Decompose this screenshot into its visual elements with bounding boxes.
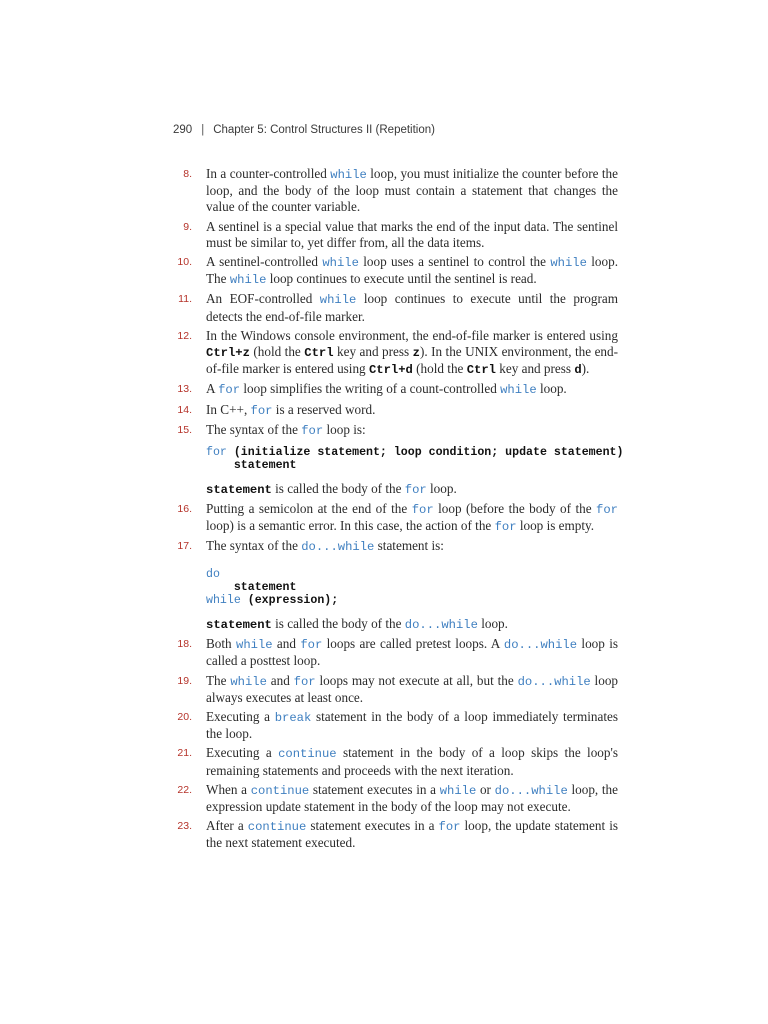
code-keyword: do...while xyxy=(301,540,375,555)
code-block-for-syntax xyxy=(206,446,624,473)
item-text: In C++, xyxy=(206,401,251,417)
item-text: or xyxy=(476,781,495,797)
list-item xyxy=(170,254,618,288)
item-text: is a reserved word. xyxy=(272,401,376,417)
item-text: key and press xyxy=(495,361,575,377)
item-text: statement in the body of a loop skips the loop's remaining statements and proceeds with the next iteration. xyxy=(206,745,618,778)
item-number: 15. xyxy=(177,423,192,436)
code-keyword: while xyxy=(229,273,267,288)
list-item xyxy=(170,538,618,555)
item-number: 22. xyxy=(177,783,192,796)
item-text: statement is: xyxy=(374,538,444,554)
code-keyword: for xyxy=(404,482,427,497)
code-keyword: while xyxy=(330,168,367,182)
code-keyword: for xyxy=(596,503,618,518)
code-text: Ctrl+z xyxy=(206,346,250,361)
item-number: 11. xyxy=(178,293,192,306)
item-number: 16. xyxy=(177,503,192,516)
item-text: loop is empty. xyxy=(516,518,595,534)
item-continuation xyxy=(170,481,618,498)
item-number: 18. xyxy=(177,638,192,651)
code-keyword: for xyxy=(218,383,241,398)
item-text: loop. The xyxy=(206,254,618,287)
code-text: d xyxy=(574,363,582,378)
code-keyword: do...while xyxy=(404,617,478,632)
code-text: statement xyxy=(206,581,297,595)
item-text: key and press xyxy=(333,344,413,360)
header-separator: | xyxy=(201,124,205,136)
code-text: statement xyxy=(206,617,272,632)
code-text: statement xyxy=(206,459,297,473)
item-text: loop always executes at least once. xyxy=(206,672,619,705)
code-keyword: for xyxy=(438,820,461,835)
item-text: Both xyxy=(206,636,236,652)
item-text: loop, you must initialize the counter before the loop, and the body of the loop must contain a statement that changes the value of the counter variable. xyxy=(206,166,619,215)
code-keyword: do...while xyxy=(494,783,568,798)
code-keyword: for xyxy=(301,423,324,438)
list-item xyxy=(170,673,618,706)
code-keyword: while xyxy=(230,674,267,689)
chapter-title: Chapter 5: Control Structures II (Repetition) xyxy=(213,124,435,136)
list-item xyxy=(170,745,618,778)
item-text: loop uses a sentinel to control the xyxy=(358,254,551,270)
code-keyword: for xyxy=(250,403,273,418)
item-text: loop) is a semantic error. In this case, the action of the xyxy=(206,518,495,534)
code-block-do-while-syntax xyxy=(206,568,618,608)
code-keyword: do...while xyxy=(517,674,591,689)
item-text: ). xyxy=(581,361,590,377)
item-text: loop is called a posttest loop. xyxy=(206,636,618,669)
item-text: loop, the expression update statement in the body of the loop may not execute. xyxy=(206,781,619,814)
item-text: A xyxy=(206,381,219,397)
list-item xyxy=(170,501,618,535)
code-text: Ctrl xyxy=(466,363,496,378)
item-text: loop is: xyxy=(323,421,366,437)
list-item xyxy=(170,709,618,742)
item-text: and xyxy=(272,636,301,652)
page-header xyxy=(173,124,435,136)
item-text: is called the body of the xyxy=(271,615,405,631)
code-keyword: continue xyxy=(278,747,337,762)
code-text: Ctrl+d xyxy=(368,363,413,378)
code-keyword: for xyxy=(293,674,316,689)
item-text: loops are called pretest loops. A xyxy=(322,636,504,652)
item-number: 9. xyxy=(183,220,192,233)
page-number: 290 xyxy=(173,124,193,136)
code-keyword: continue xyxy=(250,783,310,798)
list-item xyxy=(170,818,618,851)
item-number: 17. xyxy=(177,540,192,553)
code-keyword: for xyxy=(300,638,323,653)
code-keyword: while xyxy=(319,293,357,308)
list-item xyxy=(170,402,618,419)
code-text: (initialize statement; loop condition; update statement) xyxy=(226,446,624,460)
item-text: The syntax of the xyxy=(206,538,302,554)
item-text: When a xyxy=(206,781,251,797)
item-text: is called the body of the xyxy=(271,480,405,496)
code-keyword: while xyxy=(439,783,477,798)
item-text: loop simplifies the writing of a count-controlled xyxy=(240,381,501,397)
item-text: After a xyxy=(206,818,248,834)
item-text: Executing a xyxy=(206,745,279,761)
list-item xyxy=(170,422,618,439)
list-item xyxy=(170,291,618,324)
item-text: loop, the update statement is the next statement executed. xyxy=(206,818,618,851)
item-text: loop. xyxy=(426,480,457,496)
code-text: z xyxy=(412,346,420,361)
item-text: loops may not execute at all, but the xyxy=(315,672,518,688)
code-keyword: while xyxy=(322,256,359,271)
item-text: statement in the body of a loop immediately terminates the loop. xyxy=(206,708,618,742)
item-text: In a counter-controlled xyxy=(206,166,331,181)
code-keyword: for xyxy=(206,446,227,460)
item-number: 10. xyxy=(177,256,192,269)
summary-list xyxy=(170,166,624,855)
item-text: statement executes in a xyxy=(306,818,439,834)
item-text: In the Windows console environment, the end-of-file marker is entered using xyxy=(206,327,618,343)
item-number: 14. xyxy=(177,403,192,416)
item-text: loop continues to execute until the program detects the end-of-file marker. xyxy=(206,291,618,324)
item-text: The syntax of the xyxy=(206,421,302,437)
code-keyword: for xyxy=(411,503,434,518)
code-keyword: while xyxy=(206,594,241,608)
item-text: (hold the xyxy=(249,344,305,360)
item-number: 12. xyxy=(177,329,192,342)
item-text: and xyxy=(266,672,294,688)
item-text: statement executes in a xyxy=(309,781,440,797)
item-number: 20. xyxy=(177,710,192,723)
item-number: 8. xyxy=(183,168,192,180)
item-text: The xyxy=(206,672,231,688)
item-continuation xyxy=(170,616,618,633)
list-item xyxy=(170,381,618,398)
code-text: statement xyxy=(206,482,272,497)
code-keyword: continue xyxy=(247,820,307,835)
item-number: 23. xyxy=(177,820,192,833)
item-number: 13. xyxy=(177,383,192,396)
item-text: Putting a semicolon at the end of the xyxy=(206,501,412,517)
item-text: loop continues to execute until the sentinel is read. xyxy=(266,271,537,287)
item-text: Executing a xyxy=(206,708,275,724)
list-item xyxy=(170,328,618,379)
item-text: An EOF-controlled xyxy=(206,291,320,307)
code-keyword: do...while xyxy=(503,638,578,653)
item-text: (hold the xyxy=(412,361,467,377)
code-keyword: for xyxy=(494,520,517,535)
code-keyword: break xyxy=(274,710,312,725)
list-item xyxy=(170,219,618,251)
item-text: loop. xyxy=(536,381,567,397)
item-text: loop (before the body of the xyxy=(433,501,597,517)
code-keyword: while xyxy=(236,638,273,653)
item-text: A sentinel-controlled xyxy=(206,254,323,270)
list-item xyxy=(170,782,618,815)
item-number: 21. xyxy=(177,747,192,760)
code-keyword: while xyxy=(550,256,587,271)
item-text: ). In the UNIX environment, the end-of-file marker is entered using xyxy=(206,344,619,377)
code-keyword: while xyxy=(500,383,537,398)
item-text: A sentinel is a special value that marks the end of the input data. The sentinel must be similar to, yet differ from, all the data items. xyxy=(206,218,618,250)
code-text: Ctrl xyxy=(304,346,334,361)
list-item xyxy=(170,166,618,216)
item-number: 19. xyxy=(177,674,192,687)
code-text: (expression); xyxy=(240,594,339,608)
list-item xyxy=(170,636,618,669)
item-text: loop. xyxy=(477,615,508,631)
code-keyword: do xyxy=(206,567,220,581)
